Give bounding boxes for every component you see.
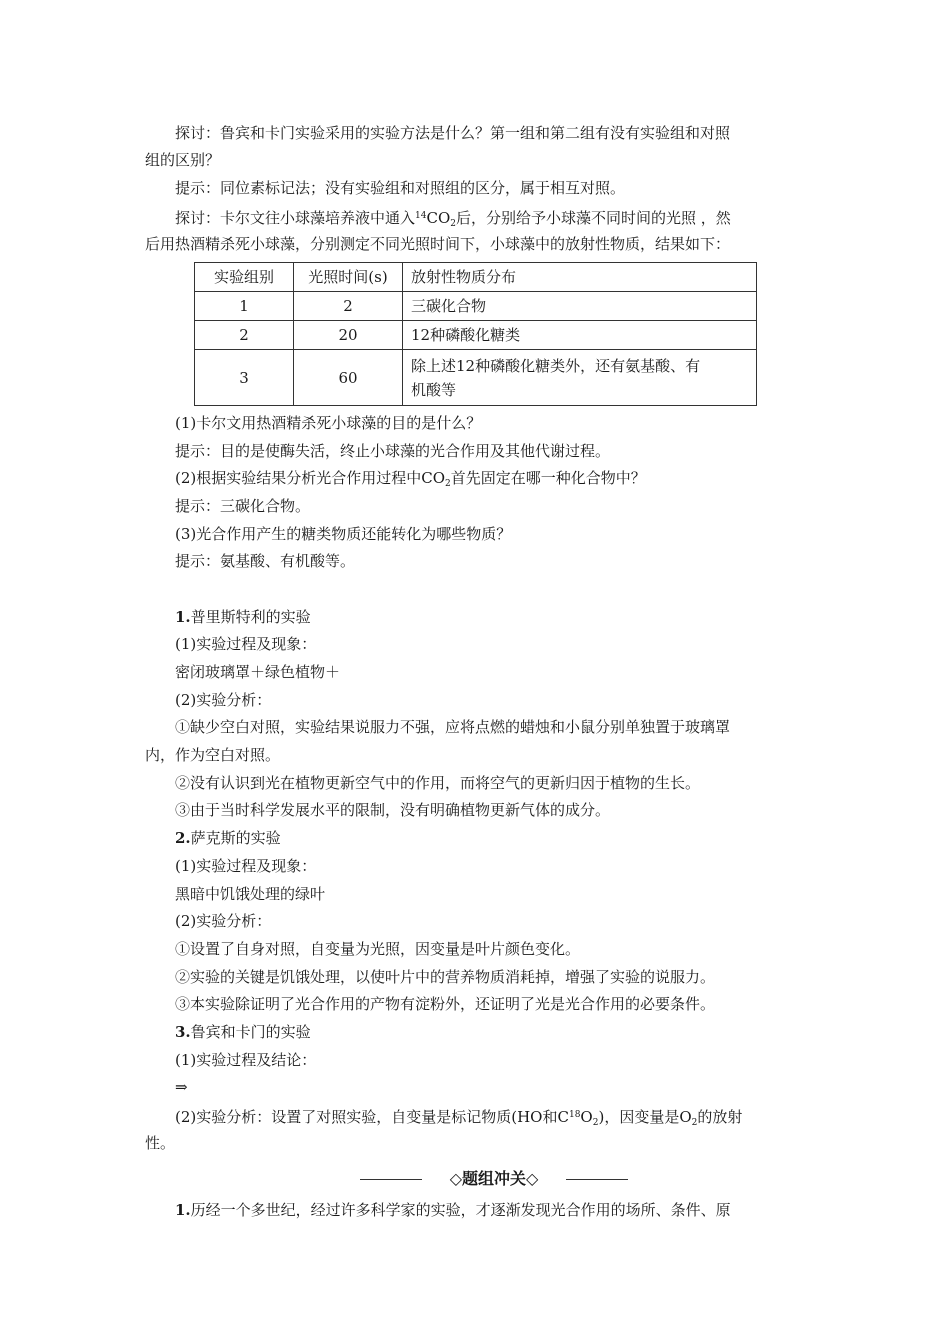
s2-line: ③本实验除证明了光合作用的产物有淀粉外，还证明了光是光合作用的必要条件。: [175, 995, 716, 1013]
header-group: 实验组别: [195, 263, 294, 292]
s1-line: (2)实验分析：: [175, 691, 272, 709]
question-3: (3)光合作用产生的糖类物质还能转化为哪些物质？: [175, 525, 512, 543]
question-2: (2)根据实验结果分析光合作用过程中$CO_2$首先固定在哪一种化合物中？: [175, 469, 646, 489]
s1-line: ①缺少空白对照，实验结果说服力不强，应将点燃的蜡烛和小鼠分别单独置于玻璃罩: [175, 718, 731, 736]
results-table: [194, 262, 757, 406]
cell-group: 2: [195, 321, 294, 350]
s1-line: ③由于当时科学发展水平的限制，没有明确植物更新气体的成分。: [175, 801, 611, 819]
s2-line: 黑暗中饥饿处理的绿叶: [175, 885, 326, 903]
discussion-2-cont: 后用热酒精杀死小球藻，分别测定不同光照时间下，小球藻中的放射性物质，结果如下：: [145, 235, 731, 253]
discussion-1-cont: 组的区别？: [145, 151, 221, 169]
hint-1: 提示：同位素标记法；没有实验组和对照组的区分，属于相互对照。: [175, 179, 626, 197]
header-time: 光照时间(s): [294, 263, 403, 292]
cell-group: 3: [195, 350, 294, 406]
s2-line: (2)实验分析：: [175, 912, 272, 930]
cell-distribution: 12种磷酸化糖类: [403, 321, 757, 350]
cell-time: 60: [294, 350, 403, 406]
section-1-title: 1.普里斯特利的实验: [175, 608, 311, 626]
cell-distribution: 除上述12种磷酸化糖类外，还有氨基酸、有 机酸等: [403, 350, 757, 406]
header-distribution: 放射性物质分布: [403, 263, 757, 292]
s3-analysis-cont: 性。: [145, 1134, 176, 1152]
answer-2: 提示：三碳化合物。: [175, 497, 311, 515]
discussion-2: 探讨：卡尔文往小球藻培养液中通入$^{14}CO_2$后，分别给予小球藻不同时间的光照 ，然: [175, 209, 731, 229]
table-row: [195, 350, 757, 406]
section-band: [360, 1168, 628, 1190]
discussion-1: 探讨：鲁宾和卡门实验采用的实验方法是什么？第一组和第二组有没有实验组和对照: [175, 124, 731, 142]
table-row: [195, 321, 757, 350]
s2-line: (1)实验过程及现象：: [175, 857, 317, 875]
table-row: [195, 292, 757, 321]
table-header-row: [195, 263, 757, 292]
exercise-1: 1.历经一个多世纪，经过许多科学家的实验，才逐渐发现光合作用的场所、条件、原: [175, 1201, 731, 1219]
cell-distribution: 三碳化合物: [403, 292, 757, 321]
band-rule-right: [566, 1179, 628, 1180]
s3-analysis: (2)实验分析：设置了对照实验，自变量是标记物质(HO和$C^{18}O_2$)，因变量是$O_2$的放射: [175, 1108, 743, 1128]
question-1: (1)卡尔文用热酒精杀死小球藻的目的是什么？: [175, 414, 482, 432]
s3-line: (1)实验过程及结论：: [175, 1051, 317, 1069]
s2-line: ②实验的关键是饥饿处理，以使叶片中的营养物质消耗掉，增强了实验的说服力。: [175, 968, 716, 986]
cell-time: 20: [294, 321, 403, 350]
s1-line: (1)实验过程及现象：: [175, 635, 317, 653]
answer-3: 提示：氨基酸、有机酸等。: [175, 552, 356, 570]
s2-line: ①设置了自身对照，自变量为光照，因变量是叶片颜色变化。: [175, 940, 581, 958]
s1-line: 密闭玻璃罩＋绿色植物＋: [175, 663, 341, 681]
band-rule-left: [360, 1179, 422, 1180]
cell-time: 2: [294, 292, 403, 321]
section-3-title: 3.鲁宾和卡门的实验: [175, 1023, 311, 1041]
s1-line: 内，作为空白对照。: [145, 746, 281, 764]
answer-1: 提示：目的是使酶失活，终止小球藻的光合作用及其他代谢过程。: [175, 442, 611, 460]
cell-group: 1: [195, 292, 294, 321]
section-2-title: 2.萨克斯的实验: [175, 829, 281, 847]
s1-line: ②没有认识到光在植物更新空气中的作用，而将空气的更新归因于植物的生长。: [175, 774, 701, 792]
s3-arrow: ⇒: [175, 1078, 188, 1096]
band-title: ◇题组冲关◇: [449, 1169, 539, 1188]
